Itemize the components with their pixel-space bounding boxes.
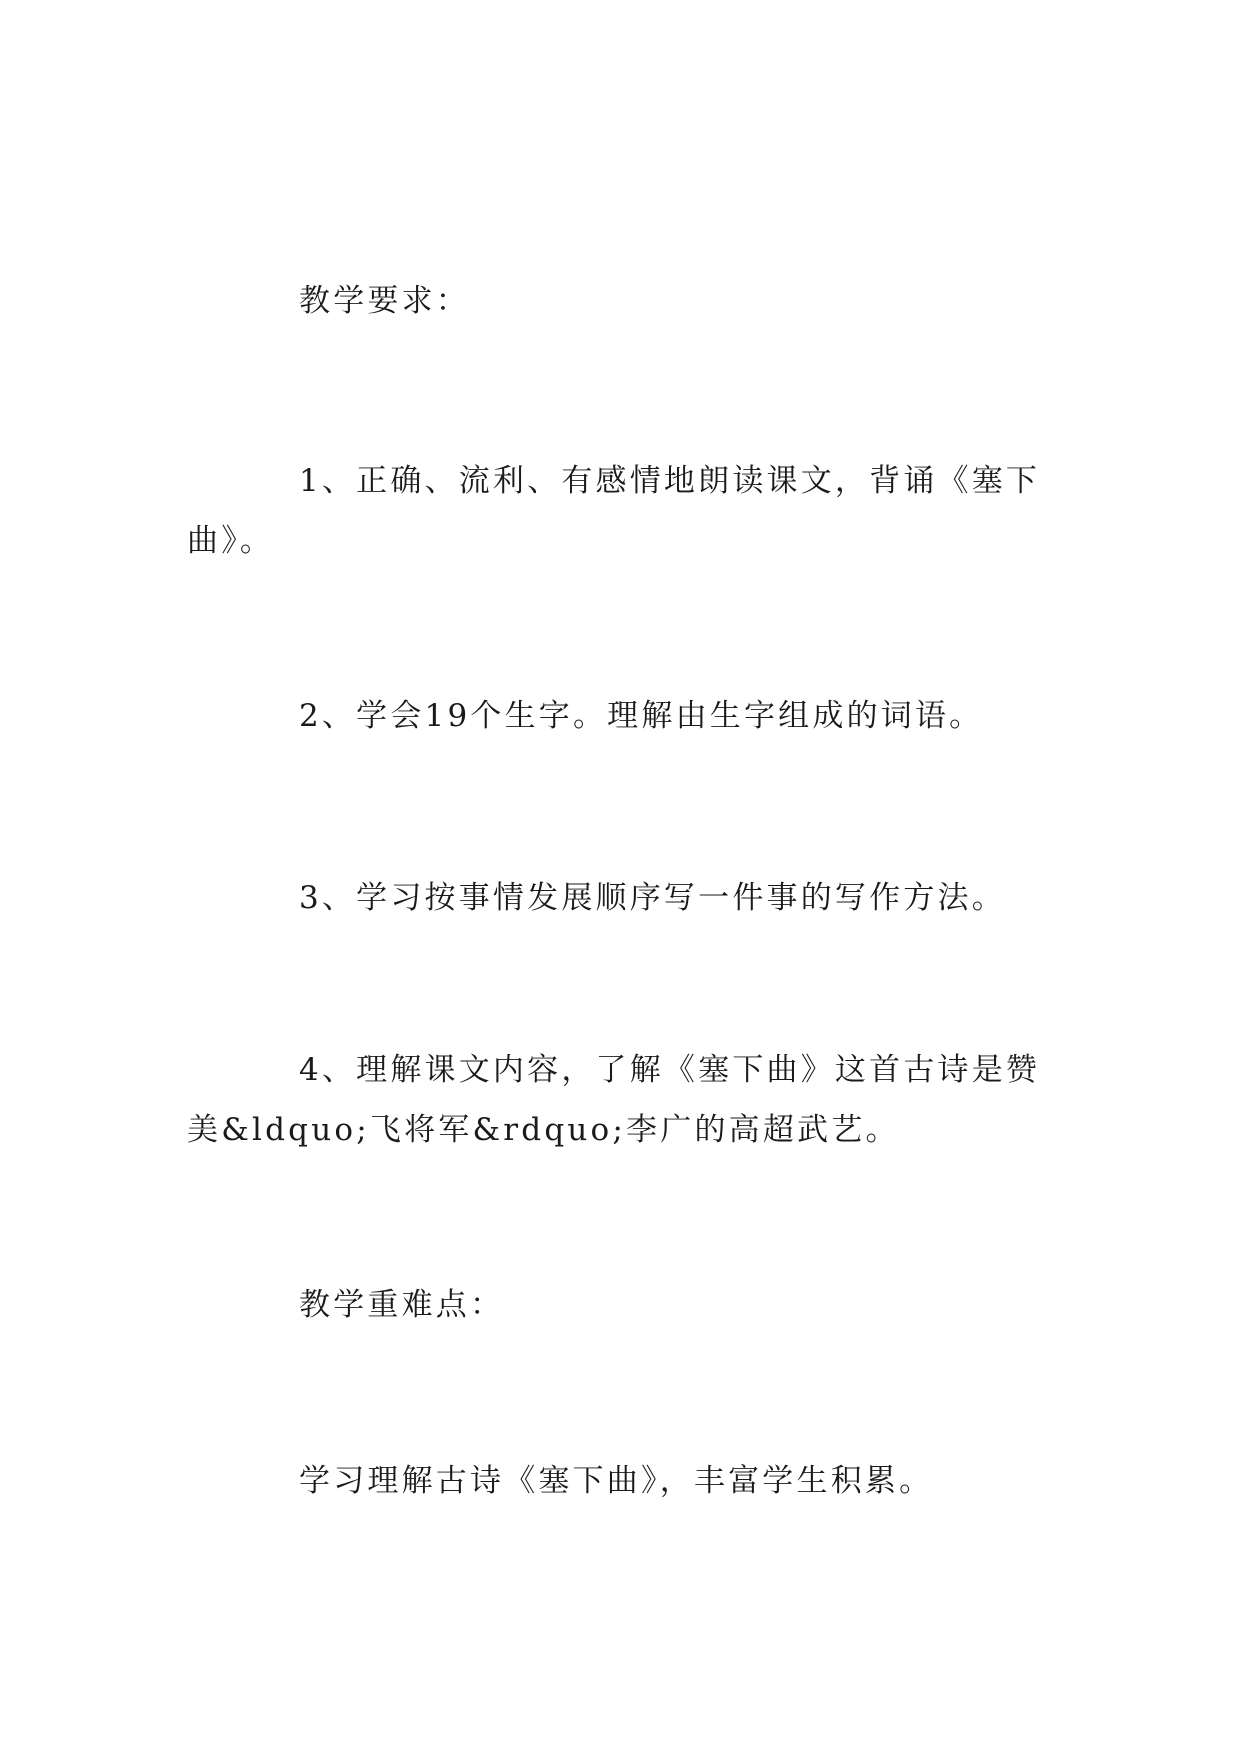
key-difficulty-text: 学习理解古诗《塞下曲》，丰富学生积累。 xyxy=(299,1463,934,1499)
requirement-item-4: 4、理解课文内容，了解《塞下曲》这首古诗是赞美&ldquo;飞将军&rdquo;李广的高超武艺。 xyxy=(187,1052,1041,1148)
requirement-item-2: 2、学会19个生字。理解由生字组成的词语。 xyxy=(299,698,984,734)
requirement-item-1: 1、正确、流利、有感情地朗读课文，背诵《塞下曲》。 xyxy=(187,463,1041,559)
heading-key-difficulties: 教学重难点： xyxy=(299,1287,505,1323)
heading-teaching-requirements: 教学要求： xyxy=(299,283,470,319)
requirement-item-3: 3、学习按事情发展顺序写一件事的写作方法。 xyxy=(299,880,1006,916)
